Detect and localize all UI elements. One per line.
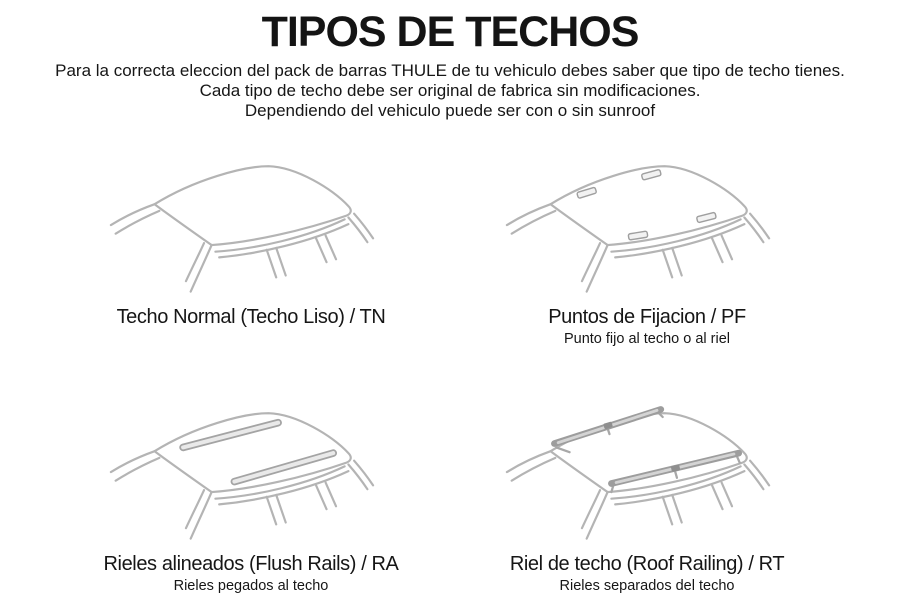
intro-line-2: Cada tipo de techo debe ser original de fabrica sin modificaciones. bbox=[199, 81, 701, 100]
roof-sublabel-pf: Punto fijo al techo o al riel bbox=[563, 331, 731, 347]
intro-line-3: Dependiendo del vehiculo puede ser con o sin sunroof bbox=[244, 101, 656, 120]
roof-caption-ra bbox=[103, 552, 398, 595]
roof-card-ra bbox=[66, 398, 436, 595]
roof-caption-pf bbox=[548, 305, 746, 348]
roof-sublabel-ra: Rieles pegados al techo bbox=[173, 578, 329, 594]
roof-caption-tn bbox=[117, 305, 386, 330]
roof-type-grid bbox=[0, 135, 900, 600]
page-title: TIPOS DE TECHOS bbox=[261, 8, 639, 56]
roof-card-rt bbox=[462, 398, 832, 595]
roof-label-tn: Techo Normal (Techo Liso) / TN bbox=[116, 306, 386, 328]
normal-roof-illustration bbox=[99, 151, 404, 303]
raised-rail-roof-illustration bbox=[495, 398, 800, 550]
intro-line-1: Para la correcta eleccion del pack de barras THULE de tu vehiculo debes saber que tipo de techo tienes. bbox=[55, 61, 845, 80]
roof-card-pf bbox=[462, 151, 832, 348]
roof-sublabel-rt: Rieles separados del techo bbox=[559, 578, 735, 594]
roof-label-ra: Rieles alineados (Flush Rails) / RA bbox=[103, 553, 399, 575]
flush-rail-roof-illustration bbox=[99, 398, 404, 550]
roof-label-pf: Puntos de Fijacion / PF bbox=[548, 306, 746, 328]
intro-text bbox=[0, 61, 900, 121]
roof-caption-rt bbox=[510, 552, 784, 595]
roof-label-rt: Riel de techo (Roof Railing) / RT bbox=[509, 553, 785, 575]
roof-card-tn bbox=[66, 151, 436, 348]
fixpoint-roof-illustration bbox=[495, 151, 800, 303]
